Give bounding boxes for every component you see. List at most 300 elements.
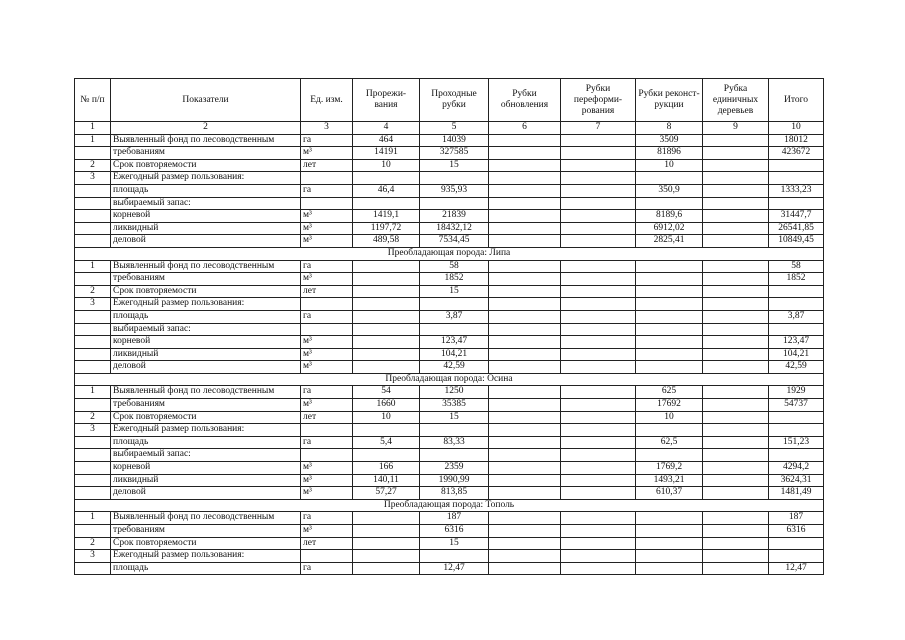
value-cell <box>489 487 561 500</box>
table-row <box>75 197 824 210</box>
value-cell: 10 <box>353 159 420 172</box>
indicator-label: выбираемый запас: <box>111 197 301 210</box>
value-cell <box>703 537 769 550</box>
value-cell: 350,9 <box>636 184 703 197</box>
row-number <box>75 449 111 462</box>
column-number: 7 <box>561 122 636 135</box>
value-cell <box>636 336 703 349</box>
value-cell: 1852 <box>769 273 824 286</box>
value-cell: 327585 <box>420 147 489 160</box>
indicator-label: деловой <box>111 361 301 374</box>
table-row <box>75 336 824 349</box>
indicator-label: ликвидный <box>111 348 301 361</box>
value-cell <box>561 159 636 172</box>
value-cell <box>561 184 636 197</box>
value-cell <box>703 474 769 487</box>
header-cell: Прорежи-вания <box>353 79 420 122</box>
value-cell <box>703 462 769 475</box>
indicator-label: выбираемый запас: <box>111 449 301 462</box>
value-cell <box>769 550 824 563</box>
value-cell <box>489 235 561 248</box>
value-cell: 1769,2 <box>636 462 703 475</box>
value-cell <box>561 134 636 147</box>
table-row <box>75 386 824 399</box>
unit-cell <box>301 550 353 563</box>
value-cell <box>769 159 824 172</box>
value-cell: 1197,72 <box>353 222 420 235</box>
header-cell: Рубки реконст-рукции <box>636 79 703 122</box>
header-row <box>75 79 824 122</box>
value-cell <box>561 537 636 550</box>
value-cell <box>489 134 561 147</box>
unit-cell: га <box>301 260 353 273</box>
value-cell <box>703 336 769 349</box>
unit-cell: м³ <box>301 525 353 538</box>
row-number: 1 <box>75 260 111 273</box>
value-cell <box>561 197 636 210</box>
unit-cell: га <box>301 386 353 399</box>
value-cell: 104,21 <box>420 348 489 361</box>
value-cell: 8189,6 <box>636 210 703 223</box>
value-cell: 15 <box>420 159 489 172</box>
value-cell: 42,59 <box>420 361 489 374</box>
value-cell <box>769 197 824 210</box>
value-cell <box>489 537 561 550</box>
row-number <box>75 474 111 487</box>
value-cell: 3509 <box>636 134 703 147</box>
forestry-table <box>74 78 824 575</box>
table-row <box>75 147 824 160</box>
row-number <box>75 147 111 160</box>
indicator-label: требованиям <box>111 147 301 160</box>
value-cell <box>703 285 769 298</box>
row-number <box>75 348 111 361</box>
value-cell: 54737 <box>769 399 824 412</box>
value-cell <box>703 222 769 235</box>
value-cell <box>769 411 824 424</box>
value-cell <box>636 348 703 361</box>
value-cell <box>703 159 769 172</box>
value-cell <box>703 298 769 311</box>
column-number: 3 <box>301 122 353 135</box>
indicator-label: требованиям <box>111 525 301 538</box>
value-cell <box>561 273 636 286</box>
table-row <box>75 525 824 538</box>
value-cell <box>353 361 420 374</box>
value-cell <box>561 386 636 399</box>
row-number <box>75 562 111 575</box>
value-cell: 10 <box>353 411 420 424</box>
column-number-row <box>75 122 824 135</box>
value-cell <box>703 184 769 197</box>
value-cell: 123,47 <box>420 336 489 349</box>
value-cell: 1493,21 <box>636 474 703 487</box>
indicator-label: площадь <box>111 184 301 197</box>
indicator-label: ликвидный <box>111 222 301 235</box>
unit-cell: м³ <box>301 474 353 487</box>
indicator-label: Ежегодный размер пользования: <box>111 298 301 311</box>
unit-cell: лет <box>301 285 353 298</box>
value-cell: 21839 <box>420 210 489 223</box>
value-cell <box>489 184 561 197</box>
column-number: 8 <box>636 122 703 135</box>
value-cell: 31447,7 <box>769 210 824 223</box>
value-cell: 46,4 <box>353 184 420 197</box>
value-cell <box>769 537 824 550</box>
value-cell: 14039 <box>420 134 489 147</box>
value-cell <box>420 197 489 210</box>
value-cell <box>769 285 824 298</box>
value-cell: 35385 <box>420 399 489 412</box>
value-cell: 2359 <box>420 462 489 475</box>
value-cell <box>353 197 420 210</box>
value-cell <box>561 361 636 374</box>
value-cell <box>636 285 703 298</box>
value-cell: 62,5 <box>636 436 703 449</box>
value-cell <box>353 310 420 323</box>
indicator-label: Срок повторяемости <box>111 285 301 298</box>
value-cell <box>636 361 703 374</box>
value-cell <box>561 436 636 449</box>
unit-cell: м³ <box>301 222 353 235</box>
value-cell <box>561 411 636 424</box>
section-title: Преобладающая порода: Тополь <box>75 499 824 512</box>
value-cell <box>489 336 561 349</box>
indicator-label: Срок повторяемости <box>111 411 301 424</box>
header-cell: Показатели <box>111 79 301 122</box>
value-cell <box>561 562 636 575</box>
value-cell <box>489 562 561 575</box>
unit-cell: м³ <box>301 361 353 374</box>
value-cell <box>703 449 769 462</box>
column-number: 6 <box>489 122 561 135</box>
value-cell: 935,93 <box>420 184 489 197</box>
row-number <box>75 361 111 374</box>
value-cell: 17692 <box>636 399 703 412</box>
section-row <box>75 499 824 512</box>
value-cell <box>489 285 561 298</box>
unit-cell: лет <box>301 537 353 550</box>
value-cell <box>636 323 703 336</box>
indicator-label: корневой <box>111 462 301 475</box>
value-cell <box>703 550 769 563</box>
indicator-label: Ежегодный размер пользования: <box>111 550 301 563</box>
value-cell <box>353 323 420 336</box>
value-cell <box>703 348 769 361</box>
value-cell <box>636 449 703 462</box>
value-cell <box>489 298 561 311</box>
value-cell <box>561 298 636 311</box>
indicator-label: Ежегодный размер пользования: <box>111 424 301 437</box>
value-cell: 4294,2 <box>769 462 824 475</box>
value-cell: 489,58 <box>353 235 420 248</box>
indicator-label: ликвидный <box>111 474 301 487</box>
indicator-label: Выявленный фонд по лесоводственным <box>111 386 301 399</box>
column-number: 5 <box>420 122 489 135</box>
value-cell: 464 <box>353 134 420 147</box>
value-cell <box>353 273 420 286</box>
value-cell: 5,4 <box>353 436 420 449</box>
row-number <box>75 323 111 336</box>
table-row <box>75 348 824 361</box>
value-cell <box>769 449 824 462</box>
value-cell <box>561 449 636 462</box>
table-row <box>75 222 824 235</box>
value-cell <box>561 474 636 487</box>
value-cell <box>703 386 769 399</box>
value-cell: 187 <box>420 512 489 525</box>
row-number <box>75 273 111 286</box>
unit-cell <box>301 172 353 185</box>
value-cell <box>636 424 703 437</box>
unit-cell: га <box>301 184 353 197</box>
section-title: Преобладающая порода: Осина <box>75 373 824 386</box>
value-cell <box>420 323 489 336</box>
value-cell <box>561 260 636 273</box>
value-cell <box>636 310 703 323</box>
header-cell: № п/п <box>75 79 111 122</box>
value-cell <box>353 525 420 538</box>
value-cell <box>561 512 636 525</box>
column-number: 1 <box>75 122 111 135</box>
value-cell <box>561 424 636 437</box>
indicator-label: корневой <box>111 336 301 349</box>
value-cell <box>561 525 636 538</box>
table-row <box>75 474 824 487</box>
value-cell <box>703 424 769 437</box>
value-cell: 10 <box>636 411 703 424</box>
section-row <box>75 373 824 386</box>
row-number: 1 <box>75 386 111 399</box>
unit-cell <box>301 197 353 210</box>
unit-cell: м³ <box>301 147 353 160</box>
header-cell: Итого <box>769 79 824 122</box>
value-cell <box>636 273 703 286</box>
unit-cell: м³ <box>301 235 353 248</box>
value-cell <box>489 424 561 437</box>
value-cell <box>489 260 561 273</box>
value-cell <box>561 336 636 349</box>
value-cell <box>489 462 561 475</box>
unit-cell <box>301 298 353 311</box>
row-number <box>75 462 111 475</box>
value-cell: 83,33 <box>420 436 489 449</box>
table-row <box>75 235 824 248</box>
value-cell: 7534,45 <box>420 235 489 248</box>
value-cell: 2825,41 <box>636 235 703 248</box>
value-cell <box>636 562 703 575</box>
value-cell <box>561 550 636 563</box>
value-cell: 1333,23 <box>769 184 824 197</box>
table-row <box>75 298 824 311</box>
value-cell <box>353 537 420 550</box>
row-number <box>75 487 111 500</box>
value-cell <box>703 361 769 374</box>
value-cell <box>703 562 769 575</box>
row-number: 3 <box>75 172 111 185</box>
value-cell <box>561 399 636 412</box>
table-row <box>75 285 824 298</box>
unit-cell: м³ <box>301 462 353 475</box>
value-cell: 166 <box>353 462 420 475</box>
table-row <box>75 172 824 185</box>
value-cell: 6316 <box>769 525 824 538</box>
value-cell: 123,47 <box>769 336 824 349</box>
value-cell <box>353 298 420 311</box>
value-cell: 10 <box>636 159 703 172</box>
value-cell: 1250 <box>420 386 489 399</box>
value-cell <box>636 260 703 273</box>
table-row <box>75 411 824 424</box>
indicator-label: Срок повторяемости <box>111 537 301 550</box>
value-cell <box>489 197 561 210</box>
value-cell <box>489 172 561 185</box>
table-row <box>75 550 824 563</box>
value-cell <box>703 487 769 500</box>
unit-cell: м³ <box>301 210 353 223</box>
value-cell <box>353 348 420 361</box>
header-cell: Рубки обновления <box>489 79 561 122</box>
table-row <box>75 323 824 336</box>
value-cell: 140,11 <box>353 474 420 487</box>
value-cell: 1481,49 <box>769 487 824 500</box>
value-cell <box>489 210 561 223</box>
value-cell: 58 <box>420 260 489 273</box>
row-number <box>75 222 111 235</box>
section-title: Преобладающая порода: Липа <box>75 247 824 260</box>
indicator-label: площадь <box>111 562 301 575</box>
value-cell <box>489 147 561 160</box>
indicator-label: площадь <box>111 436 301 449</box>
value-cell: 1990,99 <box>420 474 489 487</box>
indicator-label: выбираемый запас: <box>111 323 301 336</box>
row-number <box>75 399 111 412</box>
unit-cell: м³ <box>301 487 353 500</box>
unit-cell: лет <box>301 411 353 424</box>
value-cell <box>489 386 561 399</box>
indicator-label: деловой <box>111 487 301 500</box>
value-cell <box>561 310 636 323</box>
value-cell <box>561 285 636 298</box>
header-cell: Проходные рубки <box>420 79 489 122</box>
value-cell: 6912,02 <box>636 222 703 235</box>
value-cell: 3,87 <box>769 310 824 323</box>
value-cell <box>561 235 636 248</box>
value-cell <box>353 285 420 298</box>
table-row <box>75 310 824 323</box>
table-row <box>75 512 824 525</box>
value-cell <box>636 525 703 538</box>
value-cell <box>561 172 636 185</box>
value-cell <box>561 348 636 361</box>
value-cell <box>703 147 769 160</box>
value-cell: 42,59 <box>769 361 824 374</box>
column-number: 2 <box>111 122 301 135</box>
value-cell: 151,23 <box>769 436 824 449</box>
indicator-label: Выявленный фонд по лесоводственным <box>111 512 301 525</box>
value-cell <box>769 298 824 311</box>
value-cell: 1660 <box>353 399 420 412</box>
value-cell <box>353 562 420 575</box>
value-cell <box>353 172 420 185</box>
value-cell <box>561 487 636 500</box>
table-row <box>75 399 824 412</box>
unit-cell: га <box>301 562 353 575</box>
value-cell: 104,21 <box>769 348 824 361</box>
value-cell <box>489 512 561 525</box>
row-number <box>75 210 111 223</box>
value-cell: 18012 <box>769 134 824 147</box>
value-cell <box>703 235 769 248</box>
value-cell <box>420 424 489 437</box>
value-cell <box>561 462 636 475</box>
value-cell <box>769 323 824 336</box>
value-cell <box>703 436 769 449</box>
value-cell <box>353 512 420 525</box>
row-number <box>75 184 111 197</box>
value-cell <box>636 512 703 525</box>
value-cell <box>703 512 769 525</box>
value-cell <box>489 323 561 336</box>
value-cell <box>489 361 561 374</box>
table-row <box>75 462 824 475</box>
header-cell: Ед. изм. <box>301 79 353 122</box>
table-body <box>75 134 824 575</box>
value-cell <box>489 550 561 563</box>
value-cell: 57,27 <box>353 487 420 500</box>
value-cell <box>489 399 561 412</box>
value-cell: 26541,85 <box>769 222 824 235</box>
value-cell <box>489 525 561 538</box>
table-row <box>75 537 824 550</box>
value-cell <box>769 424 824 437</box>
row-number: 3 <box>75 424 111 437</box>
row-number <box>75 310 111 323</box>
value-cell <box>353 550 420 563</box>
value-cell: 3624,31 <box>769 474 824 487</box>
value-cell <box>420 449 489 462</box>
row-number <box>75 336 111 349</box>
table-row <box>75 134 824 147</box>
value-cell: 15 <box>420 537 489 550</box>
table-row <box>75 487 824 500</box>
value-cell <box>489 310 561 323</box>
value-cell <box>703 134 769 147</box>
row-number: 2 <box>75 411 111 424</box>
value-cell: 81896 <box>636 147 703 160</box>
value-cell: 54 <box>353 386 420 399</box>
unit-cell: га <box>301 436 353 449</box>
value-cell: 625 <box>636 386 703 399</box>
header-cell: Рубка единичных деревьев <box>703 79 769 122</box>
value-cell <box>636 550 703 563</box>
table-row <box>75 184 824 197</box>
value-cell <box>703 210 769 223</box>
value-cell <box>420 298 489 311</box>
value-cell: 12,47 <box>420 562 489 575</box>
value-cell <box>636 537 703 550</box>
table-row <box>75 424 824 437</box>
value-cell: 1419,1 <box>353 210 420 223</box>
indicator-label: деловой <box>111 235 301 248</box>
value-cell: 813,85 <box>420 487 489 500</box>
table-row <box>75 210 824 223</box>
table-row <box>75 449 824 462</box>
value-cell <box>353 336 420 349</box>
value-cell: 423672 <box>769 147 824 160</box>
row-number <box>75 436 111 449</box>
row-number <box>75 525 111 538</box>
